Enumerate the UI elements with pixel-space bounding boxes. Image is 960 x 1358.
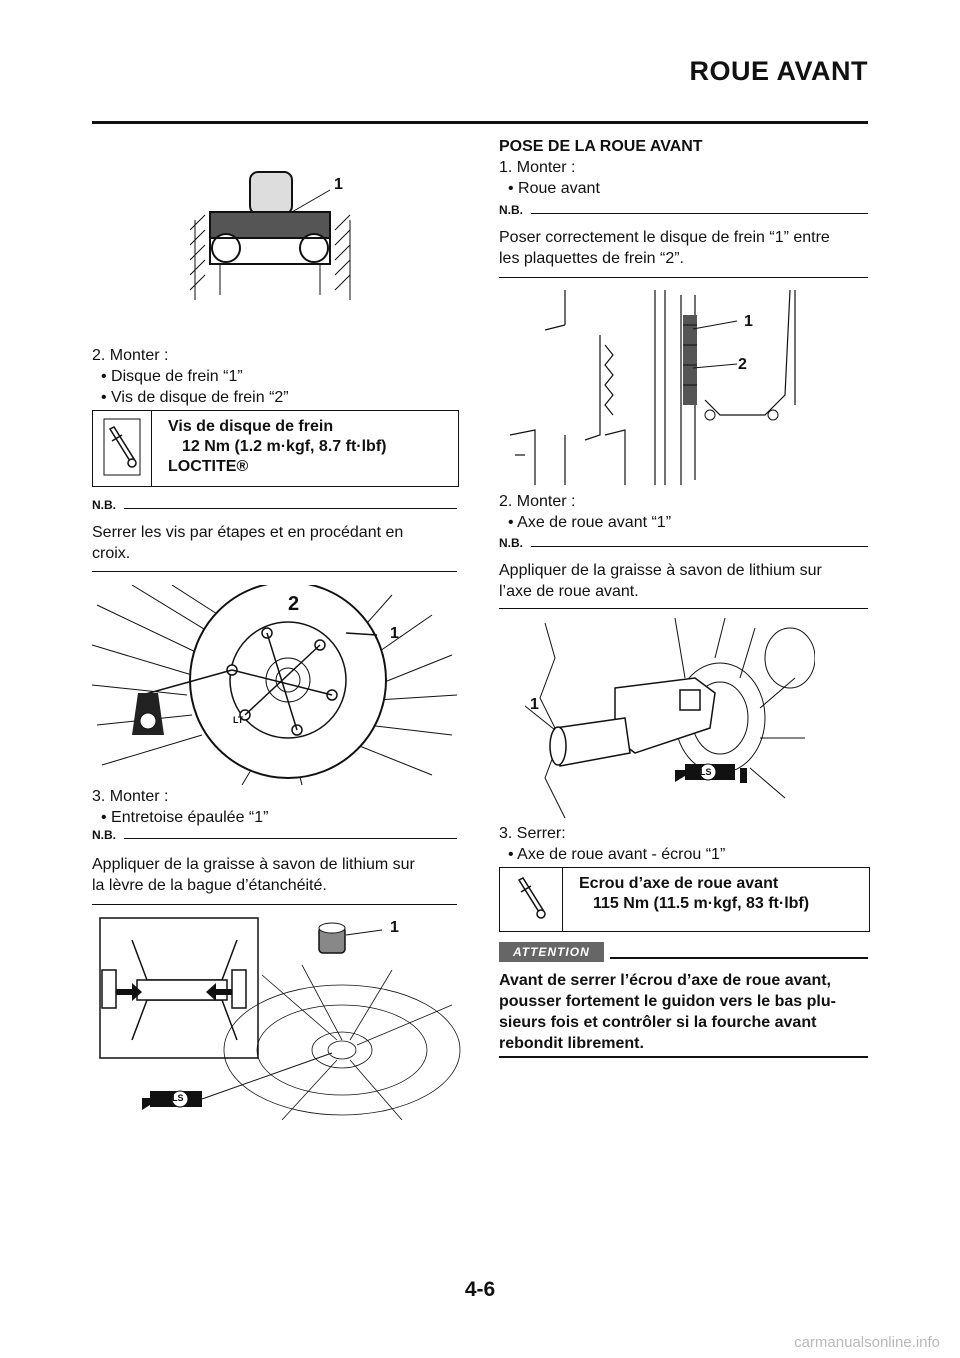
fig2-lt-badge: LT <box>233 715 244 725</box>
fig3-ls-badge: LS <box>172 1093 184 1103</box>
nb-label: N.B. <box>499 203 523 217</box>
figure-wheel-axle <box>525 618 815 833</box>
attention-line-3: sieurs fois et contrôler si la fourche avant <box>499 1014 817 1031</box>
nb-header-4 <box>499 536 868 550</box>
figure-brake-disc <box>92 585 462 785</box>
right-step3 <box>499 823 566 844</box>
fig5-callout-1: 1 <box>530 696 539 713</box>
nb4-line-1: Appliquer de la graisse à savon de lithium sur <box>499 562 822 579</box>
nb3-line-1: Poser correctement le disque de frein “1” entre <box>499 229 830 246</box>
nb1-rule <box>92 571 457 572</box>
nb1-line-2: croix. <box>92 545 131 562</box>
nb-header-2 <box>92 828 457 842</box>
attention-line-2: pousser fortement le guidon vers le bas plu- <box>499 993 836 1010</box>
figure-collar-spacer <box>92 915 462 1120</box>
nb2-rule <box>92 904 457 905</box>
fig2-callout-1: 1 <box>390 625 399 642</box>
left-step3-item-1: • Entretoise épaulée “1” <box>101 809 269 826</box>
right-step3-item-1: • Axe de roue avant - écrou “1” <box>508 846 726 863</box>
fig1-callout-1: 1 <box>334 176 343 193</box>
left-step2-item-2: • Vis de disque de frein “2” <box>101 389 289 406</box>
figure-spacer-press <box>190 160 370 300</box>
left-step3-verb: Monter : <box>109 788 169 805</box>
torque2-label: Ecrou d’axe de roue avant <box>579 875 779 892</box>
attention-header <box>499 942 868 962</box>
fig3-callout-1: 1 <box>390 919 399 936</box>
nb1-line-1: Serrer les vis par étapes et en procédant en <box>92 524 404 541</box>
right-step2 <box>499 491 575 512</box>
nb-header-3 <box>499 203 868 217</box>
nb2-line-1: Appliquer de la graisse à savon de lithium sur <box>92 856 415 873</box>
attention-line-1: Avant de serrer l’écrou d’axe de roue avant, <box>499 972 831 989</box>
attention-line-4: rebondit librement. <box>499 1035 644 1052</box>
right-step2-item-1: • Axe de roue avant “1” <box>508 514 672 531</box>
torque1-value: 12 Nm (1.2 m·kgf, 8.7 ft·lbf) <box>182 438 387 455</box>
nb4-line-2: l’axe de roue avant. <box>499 583 639 600</box>
left-step2-verb: Monter : <box>109 347 169 364</box>
nb-label: N.B. <box>499 536 523 550</box>
figure-brake-caliper <box>505 285 805 485</box>
torque1-label: Vis de disque de frein <box>168 418 334 435</box>
right-step1-verb: Monter : <box>516 159 576 176</box>
left-step2 <box>92 345 168 366</box>
fig4-callout-2: 2 <box>738 356 747 373</box>
nb4-rule <box>499 608 868 609</box>
fig5-ls-badge: LS <box>700 767 712 777</box>
nb3-line-2: les plaquettes de frein “2”. <box>499 250 684 267</box>
left-step3 <box>92 786 168 807</box>
right-step2-verb: Monter : <box>516 493 576 510</box>
nb-header-1 <box>92 498 457 512</box>
left-step3-num: 3. <box>92 788 106 805</box>
right-step3-verb: Serrer: <box>516 825 566 842</box>
right-step1 <box>499 157 575 178</box>
watermark: carmanualsonline.info <box>794 1334 940 1351</box>
attention-rule <box>499 1056 868 1058</box>
header-rule <box>92 121 868 124</box>
right-step3-num: 3. <box>499 825 513 842</box>
section-title: POSE DE LA ROUE AVANT <box>499 138 703 155</box>
torque-wrench-icon <box>500 868 563 931</box>
nb-label: N.B. <box>92 498 116 512</box>
right-step1-item-1: • Roue avant <box>508 180 600 197</box>
nb3-rule <box>499 277 868 278</box>
attention-badge: ATTENTION <box>499 942 604 962</box>
torque2-value: 115 Nm (11.5 m·kgf, 83 ft·lbf) <box>593 895 810 912</box>
right-step1-num: 1. <box>499 159 513 176</box>
page-title: ROUE AVANT <box>689 56 868 86</box>
fig2-callout-2: 2 <box>288 593 300 615</box>
torque-wrench-icon <box>93 411 152 486</box>
torque-box-disc-bolts <box>92 410 459 487</box>
left-step2-item-1: • Disque de frein “1” <box>101 368 243 385</box>
nb-label: N.B. <box>92 828 116 842</box>
torque-box-axle-nut <box>499 867 870 932</box>
left-step2-num: 2. <box>92 347 106 364</box>
page-number: 4-6 <box>464 1278 496 1301</box>
torque1-extra: LOCTITE® <box>168 458 249 475</box>
fig4-callout-1: 1 <box>744 313 753 330</box>
right-step2-num: 2. <box>499 493 513 510</box>
nb2-line-2: la lèvre de la bague d’étanchéité. <box>92 877 327 894</box>
